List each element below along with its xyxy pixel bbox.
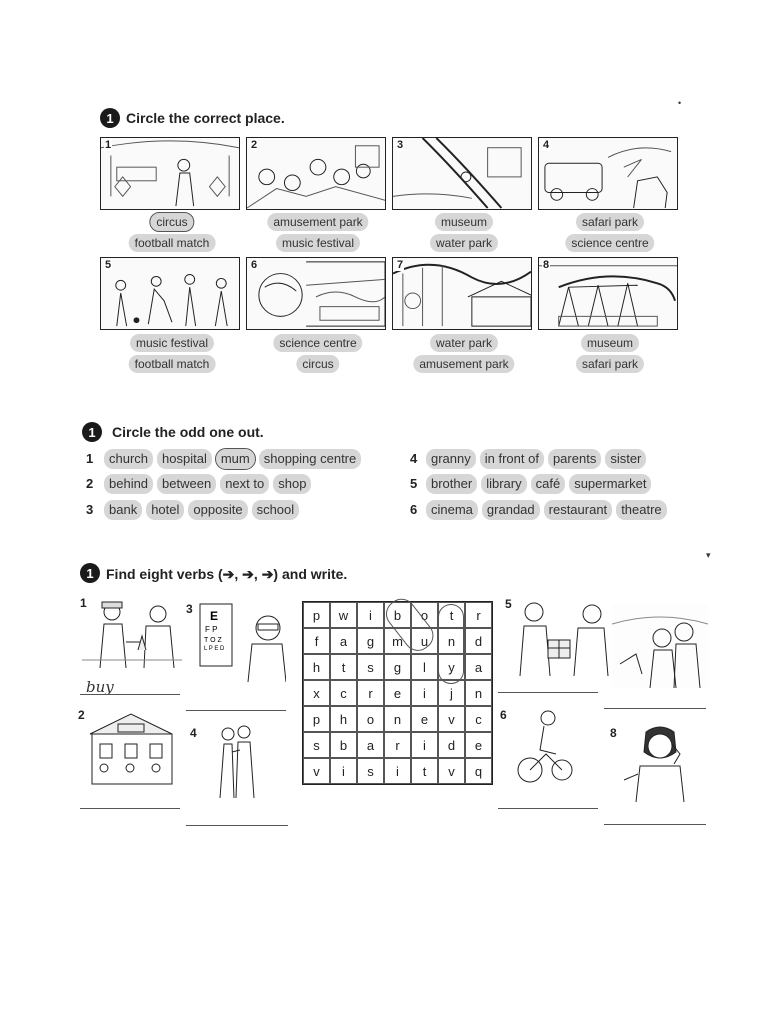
grid-letter[interactable]: c: [330, 680, 357, 706]
place-option[interactable]: football match: [129, 355, 216, 373]
answer-line-7[interactable]: [604, 708, 706, 709]
svg-text:L P E D: L P E D: [204, 646, 225, 652]
exercise-1-title: Circle the correct place.: [126, 110, 285, 126]
verb-pic-number: 6: [500, 708, 507, 722]
word-option[interactable]: shop: [273, 474, 311, 494]
word-option[interactable]: brother: [426, 474, 477, 494]
word-search-grid: [302, 601, 493, 785]
grid-letter[interactable]: h: [330, 706, 357, 732]
panel-number: 5: [105, 259, 112, 271]
word-option[interactable]: grandad: [482, 500, 540, 520]
place-option[interactable]: music festival: [276, 234, 360, 252]
grid-letter[interactable]: e: [465, 732, 492, 758]
svg-text:F P: F P: [205, 625, 218, 634]
grid-letter[interactable]: t: [411, 758, 438, 784]
grid-letter[interactable]: o: [357, 706, 384, 732]
grid-letter[interactable]: s: [357, 654, 384, 680]
grid-letter[interactable]: a: [465, 654, 492, 680]
word-option[interactable]: restaurant: [544, 500, 613, 520]
exercise-3-badge: 1: [80, 563, 100, 583]
grid-letter[interactable]: p: [303, 602, 330, 628]
grid-letter[interactable]: g: [384, 654, 411, 680]
grid-letter[interactable]: n: [438, 628, 465, 654]
verb-pic-number: 3: [186, 602, 193, 616]
grid-letter[interactable]: a: [357, 732, 384, 758]
row-number: 4: [410, 451, 418, 466]
answer-line-8[interactable]: [604, 824, 706, 825]
grid-letter[interactable]: r: [357, 680, 384, 706]
grid-letter[interactable]: j: [438, 680, 465, 706]
place-option[interactable]: science centre: [565, 234, 654, 252]
odd-one-out-row: [104, 474, 311, 494]
verb-picture-4: [208, 724, 264, 800]
exercise-2-title: Circle the odd one out.: [112, 424, 264, 440]
row-number: 5: [410, 476, 418, 491]
word-option[interactable]: in front of: [480, 449, 544, 469]
grid-letter[interactable]: u: [411, 628, 438, 654]
word-option[interactable]: café: [531, 474, 566, 494]
answer-line-3[interactable]: [186, 710, 286, 711]
page-mark-2: ▾: [706, 550, 711, 560]
grid-letter[interactable]: d: [438, 732, 465, 758]
word-option[interactable]: between: [157, 474, 216, 494]
grid-letter[interactable]: c: [465, 706, 492, 732]
verb-pic-number: 8: [610, 726, 617, 740]
verb-pic-number: 5: [505, 597, 512, 611]
word-option[interactable]: opposite: [188, 500, 247, 520]
grid-letter[interactable]: g: [357, 628, 384, 654]
grid-letter[interactable]: i: [330, 758, 357, 784]
grid-letter[interactable]: e: [411, 706, 438, 732]
picture-panel-6: [246, 257, 386, 330]
page-mark: •: [678, 98, 682, 108]
answer-example-text: buy: [86, 678, 114, 696]
place-option[interactable]: safari park: [576, 213, 644, 231]
grid-letter[interactable]: l: [411, 654, 438, 680]
grid-letter[interactable]: o: [411, 602, 438, 628]
grid-letter[interactable]: m: [384, 628, 411, 654]
row-number: 6: [410, 502, 418, 517]
exercise-1-badge: 1: [100, 108, 120, 128]
place-option[interactable]: museum: [435, 213, 493, 231]
grid-letter[interactable]: b: [384, 602, 411, 628]
grid-letter[interactable]: d: [465, 628, 492, 654]
grid-letter[interactable]: s: [303, 732, 330, 758]
answer-line-1[interactable]: [80, 694, 180, 695]
odd-one-out-row: [426, 500, 667, 520]
panel-number: 3: [397, 139, 404, 151]
grid-letter[interactable]: y: [438, 654, 465, 680]
word-option[interactable]: behind: [104, 474, 153, 494]
picture-panel-2: [246, 137, 386, 210]
grid-letter[interactable]: r: [465, 602, 492, 628]
grid-letter[interactable]: t: [438, 602, 465, 628]
grid-letter[interactable]: v: [303, 758, 330, 784]
word-option[interactable]: school: [252, 500, 300, 520]
grid-letter[interactable]: q: [465, 758, 492, 784]
panel-number: 1: [105, 139, 112, 151]
word-option[interactable]: cinema: [426, 500, 478, 520]
grid-letter[interactable]: s: [357, 758, 384, 784]
verb-picture-2: [80, 710, 182, 790]
word-option[interactable]: theatre: [616, 500, 666, 520]
answer-line-6[interactable]: [498, 808, 598, 809]
place-option[interactable]: amusement park: [267, 213, 368, 231]
grid-letter[interactable]: f: [303, 628, 330, 654]
word-option[interactable]: supermarket: [569, 474, 651, 494]
verb-picture-5: [512, 598, 610, 678]
panel-number: 2: [251, 139, 258, 151]
picture-panel-8: [538, 257, 678, 330]
verb-picture-3: [196, 598, 286, 682]
exercise-2-badge: 1: [82, 422, 102, 442]
word-option[interactable]: bank: [104, 500, 142, 520]
odd-one-out-row: [426, 449, 646, 469]
grid-letter[interactable]: w: [330, 602, 357, 628]
grid-letter[interactable]: t: [330, 654, 357, 680]
grid-letter[interactable]: n: [384, 706, 411, 732]
verb-picture-8: [620, 724, 700, 802]
verb-picture-7: [612, 604, 708, 688]
word-option[interactable]: next to: [220, 474, 269, 494]
word-option[interactable]: shopping centre: [259, 449, 362, 469]
answer-line-5[interactable]: [498, 692, 598, 693]
grid-letter[interactable]: i: [411, 732, 438, 758]
grid-letter[interactable]: i: [384, 758, 411, 784]
picture-panel-4: [538, 137, 678, 210]
row-number: 2: [86, 476, 94, 491]
grid-letter[interactable]: h: [303, 654, 330, 680]
grid-letter[interactable]: v: [438, 758, 465, 784]
grid-letter[interactable]: p: [303, 706, 330, 732]
grid-letter[interactable]: x: [303, 680, 330, 706]
word-option[interactable]: mum: [216, 449, 255, 469]
place-option[interactable]: circus: [150, 213, 193, 231]
grid-letter[interactable]: i: [411, 680, 438, 706]
word-option[interactable]: parents: [548, 449, 601, 469]
row-number: 1: [86, 451, 94, 466]
picture-panel-5: [100, 257, 240, 330]
place-option[interactable]: science centre: [273, 334, 362, 352]
grid-letter[interactable]: a: [330, 628, 357, 654]
panel-number: 4: [543, 139, 550, 151]
grid-letter[interactable]: e: [384, 680, 411, 706]
word-option[interactable]: granny: [426, 449, 476, 469]
picture-panel-3: [392, 137, 532, 210]
verb-pic-number: 4: [190, 726, 197, 740]
verb-pic-number: 2: [78, 708, 85, 722]
place-option[interactable]: football match: [129, 234, 216, 252]
place-option[interactable]: museum: [581, 334, 639, 352]
grid-letter[interactable]: b: [330, 732, 357, 758]
word-option[interactable]: hotel: [146, 500, 184, 520]
word-option[interactable]: church: [104, 449, 153, 469]
word-option[interactable]: sister: [605, 449, 646, 469]
place-option[interactable]: music festival: [130, 334, 214, 352]
place-option[interactable]: water park: [430, 234, 498, 252]
place-option[interactable]: safari park: [576, 355, 644, 373]
place-option[interactable]: amusement park: [413, 355, 514, 373]
odd-one-out-row: [104, 449, 361, 469]
picture-panel-7: [392, 257, 532, 330]
row-number: 3: [86, 502, 94, 517]
answer-line-4[interactable]: [186, 825, 288, 826]
word-option[interactable]: library: [481, 474, 526, 494]
panel-number: 8: [543, 259, 550, 271]
grid-letter[interactable]: r: [384, 732, 411, 758]
odd-one-out-row: [104, 500, 299, 520]
grid-letter[interactable]: n: [465, 680, 492, 706]
verb-pic-number: 1: [80, 596, 87, 610]
word-option[interactable]: hospital: [157, 449, 212, 469]
answer-line-2[interactable]: [80, 808, 180, 809]
grid-letter[interactable]: v: [438, 706, 465, 732]
grid-letter[interactable]: i: [357, 602, 384, 628]
picture-panel-1: [100, 137, 240, 210]
place-option[interactable]: water park: [430, 334, 498, 352]
svg-text:T O Z: T O Z: [204, 637, 222, 644]
verb-picture-6: [516, 708, 574, 784]
exercise-3-title: Find eight verbs (➔, ➔, ➔) and write.: [106, 566, 348, 582]
panel-number: 6: [251, 259, 258, 271]
verb-picture-1: [82, 598, 182, 670]
odd-one-out-row: [426, 474, 651, 494]
place-option[interactable]: circus: [296, 355, 339, 373]
svg-text:E: E: [210, 609, 219, 623]
panel-number: 7: [397, 259, 404, 271]
